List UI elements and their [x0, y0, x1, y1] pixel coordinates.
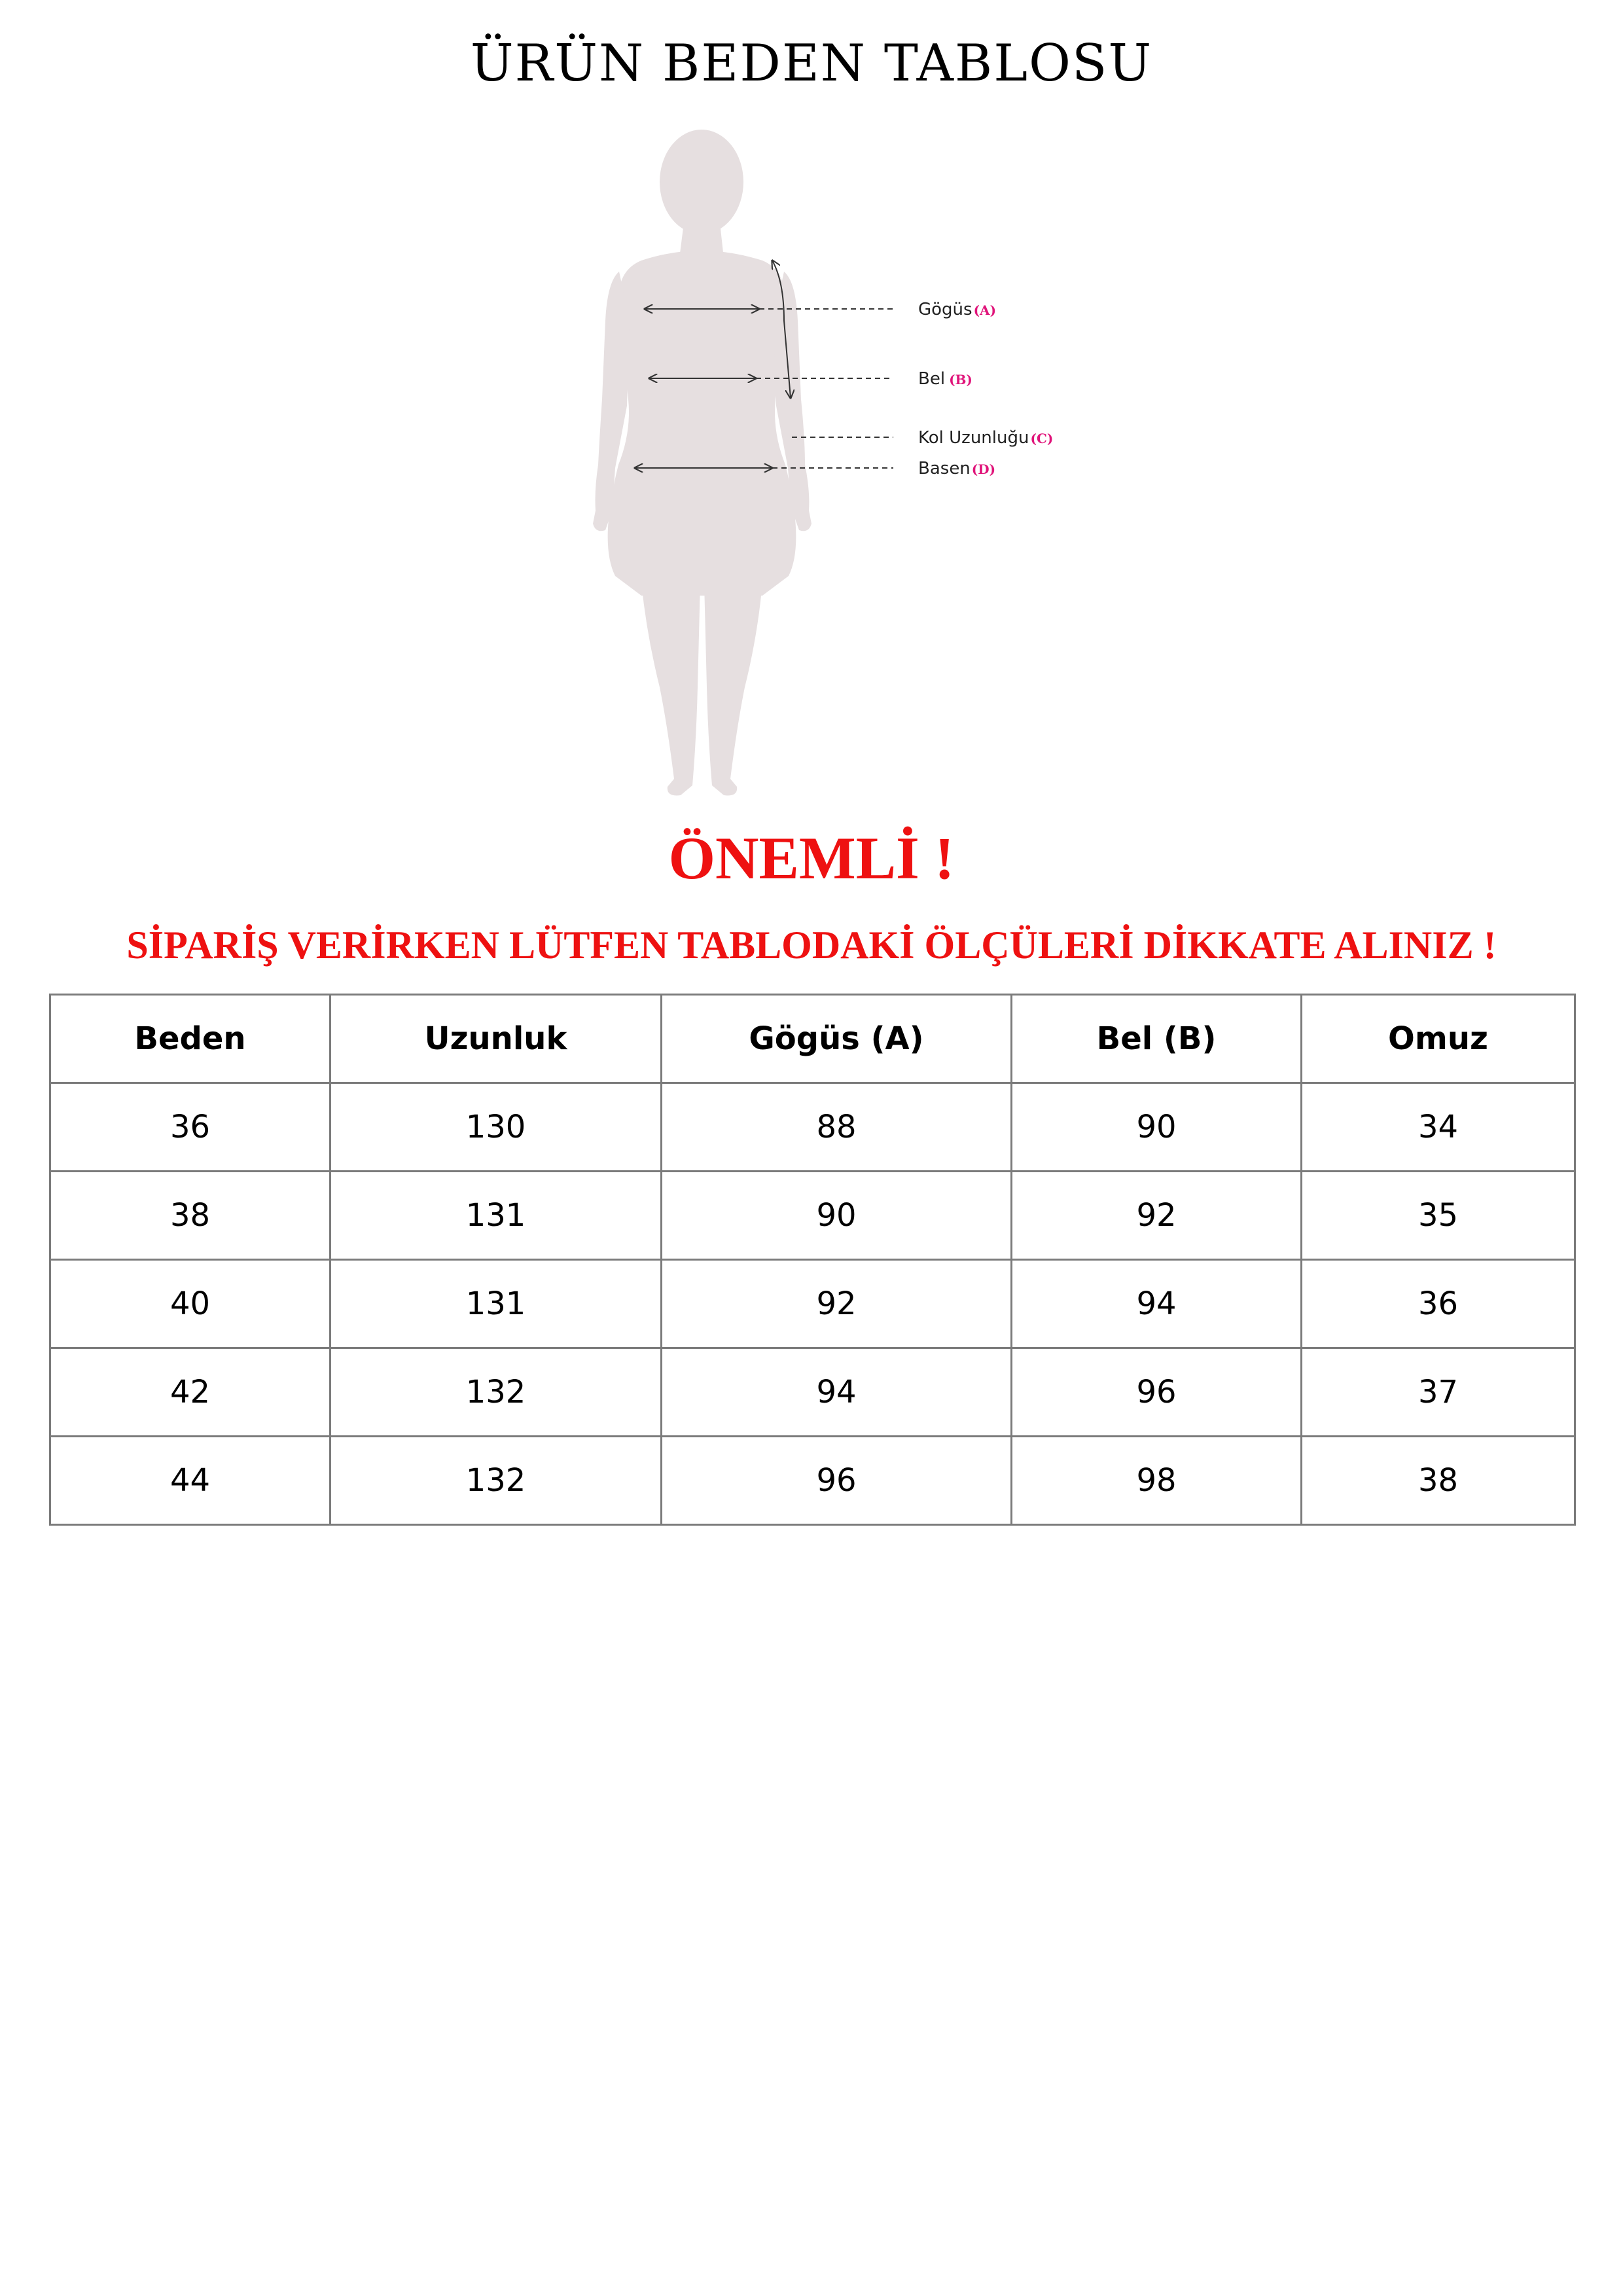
- hip-code: (D): [971, 461, 996, 477]
- table-row: [50, 1437, 1575, 1525]
- table-cell: 92: [662, 1260, 1012, 1348]
- header-gogus: Gögüs (A): [662, 995, 1012, 1083]
- table-cell: 131: [330, 1172, 662, 1260]
- waist-label: Bel (B): [918, 369, 972, 389]
- body-measurement-figure: [576, 124, 1152, 805]
- table-cell: 38: [1302, 1437, 1575, 1525]
- table-row: [50, 1083, 1575, 1172]
- body-measurement-diagram: [576, 124, 1152, 805]
- table-cell: 96: [662, 1437, 1012, 1525]
- table-cell: 132: [330, 1437, 662, 1525]
- bust-label: Gögüs (A): [918, 300, 997, 319]
- table-cell: 96: [1012, 1348, 1302, 1437]
- table-cell: 130: [330, 1083, 662, 1172]
- table-cell: 92: [1012, 1172, 1302, 1260]
- sleeve-code: (C): [1030, 431, 1054, 446]
- table-cell: 88: [662, 1083, 1012, 1172]
- table-cell: 131: [330, 1260, 662, 1348]
- table-cell: 36: [1302, 1260, 1575, 1348]
- warning-title: ÖNEMLİ !: [668, 825, 955, 891]
- table-header-row: [50, 995, 1575, 1083]
- table-cell: 37: [1302, 1348, 1575, 1437]
- table-row: [50, 1348, 1575, 1437]
- table-cell: 94: [662, 1348, 1012, 1437]
- table-cell: 38: [50, 1172, 330, 1260]
- table-cell: 40: [50, 1260, 330, 1348]
- table-cell: 98: [1012, 1437, 1302, 1525]
- sleeve-label: Kol Uzunluğu (C): [918, 428, 1054, 448]
- table-cell: 34: [1302, 1083, 1575, 1172]
- warning-text: SİPARİŞ VERİRKEN LÜTFEN TABLODAKİ ÖLÇÜLERİ DİKKATE ALINIZ !: [126, 924, 1497, 967]
- table-cell: 94: [1012, 1260, 1302, 1348]
- size-table: [49, 994, 1576, 1526]
- page-title: ÜRÜN BEDEN TABLOSU: [470, 34, 1153, 93]
- table-cell: 132: [330, 1348, 662, 1437]
- header-bel: Bel (B): [1012, 995, 1302, 1083]
- table-cell: 36: [50, 1083, 330, 1172]
- table-cell: 44: [50, 1437, 330, 1525]
- table-cell: 35: [1302, 1172, 1575, 1260]
- table-row: [50, 1260, 1575, 1348]
- woman-silhouette: [593, 130, 812, 795]
- table-cell: 90: [1012, 1083, 1302, 1172]
- header-omuz: Omuz: [1302, 995, 1575, 1083]
- hip-label: Basen (D): [918, 459, 996, 478]
- header-beden: Beden: [50, 995, 330, 1083]
- bust-code: (A): [973, 302, 997, 318]
- waist-code: (B): [949, 372, 972, 387]
- table-row: [50, 1172, 1575, 1260]
- table-cell: 90: [662, 1172, 1012, 1260]
- header-uzunluk: Uzunluk: [330, 995, 662, 1083]
- table-cell: 42: [50, 1348, 330, 1437]
